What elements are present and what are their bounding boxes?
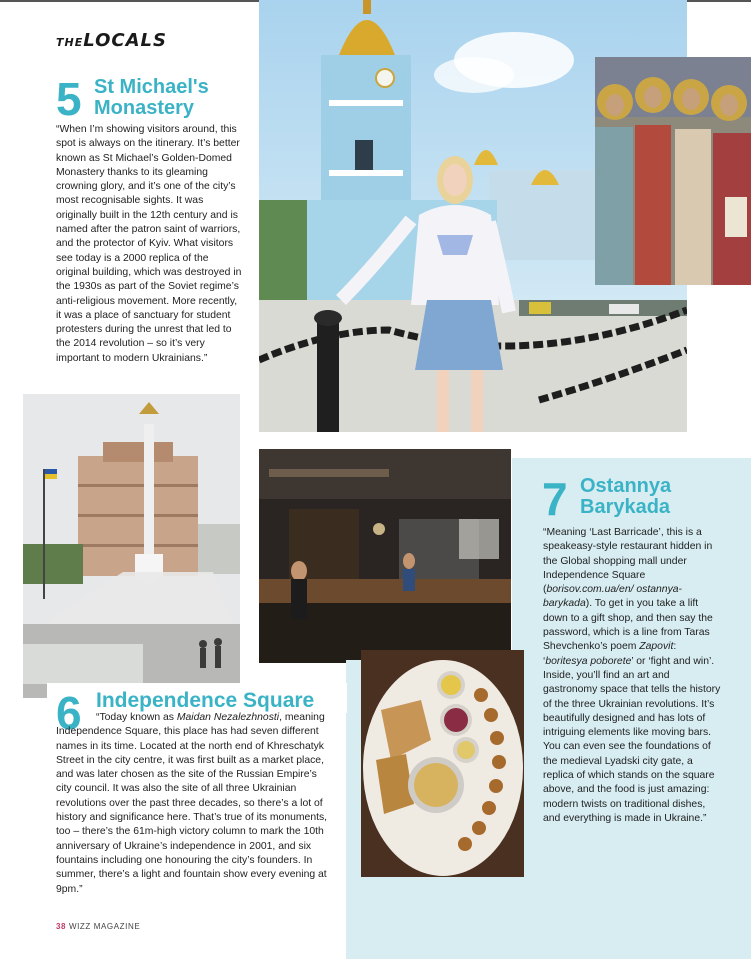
food-platter-photo: [361, 650, 524, 877]
section-7-number: 7: [542, 473, 568, 525]
section-6-title: Independence Square: [96, 689, 315, 712]
section-7-body: “Meaning ‘Last Barricade’, this is a speakeasy-style restaurant hidden in the Global shopping mall under Independence Square (borisov.com.ua/en/ ostannya-barykada). To get in you take a lift down to a gift shop, and then say the password, which is a line from Taras Shevchenko’s poem Zapovit: ‘boritesya poborete’ or ‘fight and win’. Inside, you’ll find an art and gastronomy space that tells the history of the three Ukrainian revolutions. It’s beautifully designed and has lots of intriguing elements like moving bars. You can even see the foundations of the medieval Lyadski city gate, a replica of which stands on the square above, and the food is just amazing: modern twists on traditional dishes, and everything is made in Ukraine.”: [543, 527, 721, 824]
section-5-number: 5: [56, 73, 82, 125]
fresco-photo: [595, 57, 751, 285]
section-5-body: “When I’m showing visitors around, this spot is always on the itinerary. It’s better known as St Michael’s Golden-Domed Monastery thanks to its gleaming crowning glory, and it’s one of the city’s most recognisable sights. It was originally built in the 12th century and is named after the patron saint of warriors, and the protector of Kyiv. What visitors see today is a 2000 replica of the original building, which was destroyed in the 1930s as part of the Soviet regime’s anti-religious movement. More recently, it was a place of sanctuary for student protesters during the unrest that led to the 2014 revolution – so it’s very important to modern Ukrainians.”: [56, 124, 242, 364]
brand-logo: THELOCALS: [56, 30, 167, 51]
independence-square-photo: [23, 394, 240, 698]
section-6-body: “Today known as Maidan Nezalezhnosti, meaning Independence Square, this place has had seven different names in its time. Located at the north end of Khreschatyk Street in the city centre, it was first built as a market place, and was later chosen as the site of the Russian Empire’s city council. It was also the site of all three Ukrainian revolutions over the past three decades, so there’s a lot of history and significance here. That’s true of its monuments, too – there’s the 61m-high victory column to mark the 10th anniversary of Ukraine’s independence in 2001, and six fountains including one honouring the city’s founders. In summer, there’s a light and fountain show every evening at 9pm.”: [56, 712, 328, 895]
section-7-title: Ostannya Barykada: [580, 475, 672, 518]
magazine-name: WIZZ MAGAZINE: [68, 922, 141, 931]
section-5-title: St Michael's Monastery: [94, 76, 209, 119]
restaurant-interior-photo: [259, 449, 511, 663]
page-footer: [56, 922, 140, 931]
section-6-number: 6: [56, 687, 82, 739]
website-link[interactable]: borisov.com.ua/en/ ostannya-barykada: [543, 584, 683, 610]
page-number: 38: [56, 922, 67, 931]
